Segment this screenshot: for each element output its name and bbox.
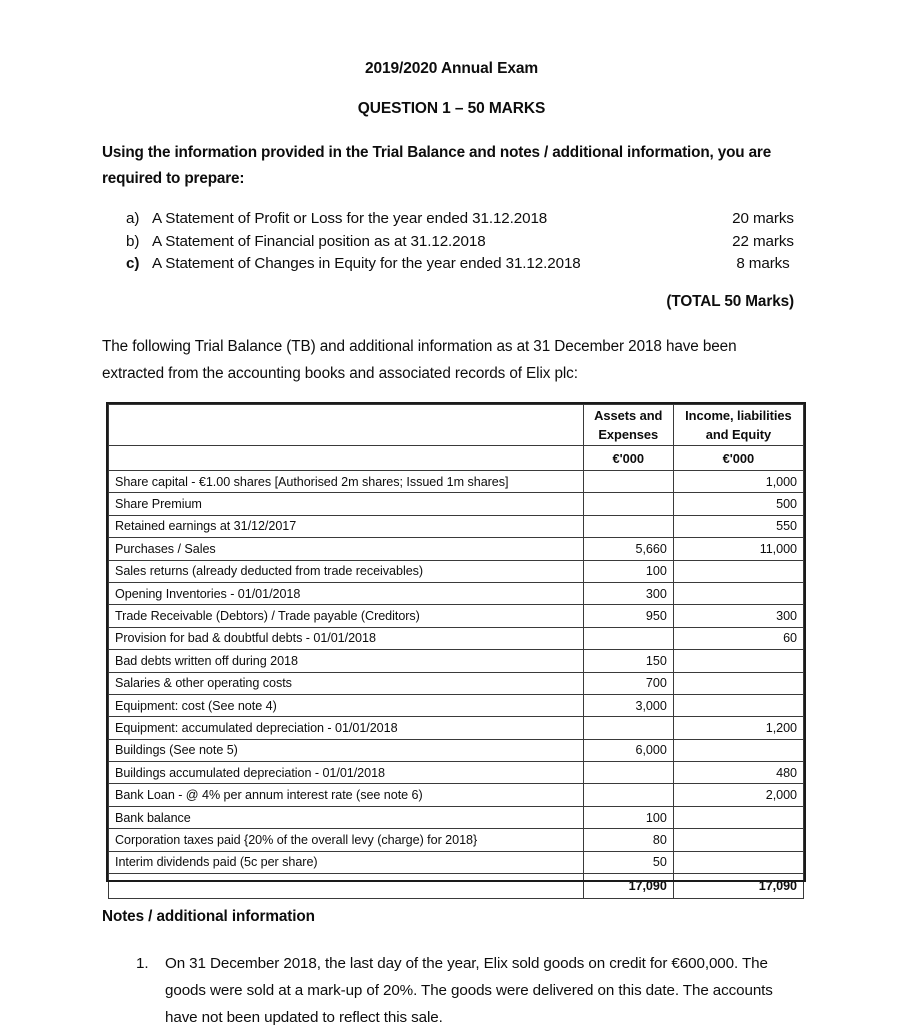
row-assets-expenses-value: 950: [583, 605, 673, 627]
header-line-2: Expenses: [598, 427, 659, 442]
row-assets-expenses-value: [583, 784, 673, 806]
row-assets-expenses-value: 50: [583, 851, 673, 873]
table-row: [109, 762, 804, 784]
row-label: Buildings accumulated depreciation - 01/01/2018: [109, 762, 584, 784]
header-assets-and-expenses: [583, 405, 673, 446]
header-line-1: Income, liabilities: [685, 408, 792, 423]
table-row: [109, 560, 804, 582]
total-marks-label: (TOTAL 50 Marks): [666, 293, 794, 310]
table-unit-row: [109, 446, 804, 471]
row-assets-expenses-value: [583, 717, 673, 739]
row-assets-expenses-value: 150: [583, 650, 673, 672]
requirement-item-b: [126, 231, 806, 254]
table-row: [109, 515, 804, 537]
row-assets-expenses-value: 700: [583, 672, 673, 694]
row-label: Interim dividends paid (5c per share): [109, 851, 584, 873]
note-item-1: [136, 950, 796, 1031]
row-assets-expenses-value: [583, 515, 673, 537]
row-label: Bank Loan - @ 4% per annum interest rate (see note 6): [109, 784, 584, 806]
question-title: QUESTION 1 – 50 MARKS: [357, 100, 546, 117]
table-row: [109, 582, 804, 604]
row-label: Buildings (See note 5): [109, 739, 584, 761]
requirement-marker: a): [126, 210, 140, 227]
requirement-marks: 20 marks: [732, 210, 794, 227]
table-row: [109, 717, 804, 739]
total-label: [109, 874, 584, 899]
row-assets-expenses-value: 6,000: [583, 739, 673, 761]
header-blank: [109, 405, 584, 446]
row-label: Salaries & other operating costs: [109, 672, 584, 694]
row-income-liabilities-value: [673, 806, 803, 828]
row-label: Equipment: cost (See note 4): [109, 694, 584, 716]
table-row: [109, 694, 804, 716]
table-row: [109, 672, 804, 694]
requirement-marks: 22 marks: [732, 232, 794, 250]
row-income-liabilities-value: 480: [673, 762, 803, 784]
row-income-liabilities-value: [673, 739, 803, 761]
table-row: [109, 627, 804, 649]
row-income-liabilities-value: [673, 694, 803, 716]
row-income-liabilities-value: 60: [673, 627, 803, 649]
requirement-marker: b): [126, 232, 140, 250]
trial-balance-table: [108, 404, 804, 899]
row-income-liabilities-value: 500: [673, 493, 803, 515]
requirement-text: A Statement of Financial position as at 31.12.2018: [152, 232, 486, 250]
row-assets-expenses-value: [583, 493, 673, 515]
row-income-liabilities-value: [673, 560, 803, 582]
unit-income-liabilities: €'000: [673, 446, 803, 471]
row-income-liabilities-value: 11,000: [673, 538, 803, 560]
trial-balance-footer: [109, 874, 804, 899]
header-line-1: Assets and: [594, 408, 663, 423]
row-label: Retained earnings at 31/12/2017: [109, 515, 584, 537]
row-income-liabilities-value: [673, 672, 803, 694]
row-assets-expenses-value: 5,660: [583, 538, 673, 560]
header-income-liabilities-equity: [673, 405, 803, 446]
note-marker: 1.: [136, 955, 149, 972]
table-row: [109, 650, 804, 672]
row-assets-expenses-value: [583, 627, 673, 649]
row-assets-expenses-value: 80: [583, 829, 673, 851]
row-income-liabilities-value: 1,000: [673, 471, 803, 493]
requirement-marks: 8 marks: [736, 255, 790, 272]
table-row: [109, 605, 804, 627]
total-income-liabilities: 17,090: [673, 874, 803, 899]
row-income-liabilities-value: [673, 851, 803, 873]
table-total-row: [109, 874, 804, 899]
table-row: [109, 493, 804, 515]
requirement-text: A Statement of Profit or Loss for the year ended 31.12.2018: [152, 210, 548, 227]
row-label: Share Premium: [109, 493, 584, 515]
requirement-item-c: [126, 253, 806, 276]
row-income-liabilities-value: 1,200: [673, 717, 803, 739]
requirement-text: A Statement of Changes in Equity for the year ended 31.12.2018: [152, 255, 581, 272]
row-label: Bank balance: [109, 806, 584, 828]
exam-title: 2019/2020 Annual Exam: [364, 60, 539, 77]
intro-paragraph: Using the information provided in the Trial Balance and notes / additional information, you are required to prepare:: [102, 144, 772, 187]
row-label: Corporation taxes paid {20% of the overall levy (charge) for 2018}: [109, 829, 584, 851]
notes-list: [136, 950, 796, 1031]
row-assets-expenses-value: 300: [583, 582, 673, 604]
total-assets-expenses: 17,090: [583, 874, 673, 899]
row-label: Trade Receivable (Debtors) / Trade payable (Creditors): [109, 605, 584, 627]
header-line-2: and Equity: [705, 427, 772, 442]
row-label: Provision for bad & doubtful debts - 01/01/2018: [109, 627, 584, 649]
row-label: Bad debts written off during 2018: [109, 650, 584, 672]
requirement-item-a: [126, 208, 806, 231]
unit-assets-expenses: €'000: [583, 446, 673, 471]
table-row: [109, 806, 804, 828]
table-row: [109, 829, 804, 851]
table-row: [109, 538, 804, 560]
requirement-marker: c): [126, 255, 140, 272]
row-assets-expenses-value: [583, 471, 673, 493]
row-assets-expenses-value: 100: [583, 560, 673, 582]
row-income-liabilities-value: [673, 650, 803, 672]
trial-balance-intro-paragraph: The following Trial Balance (TB) and additional information as at 31 December 2018 have been extracted from the accounting books and associated records of Elix plc:: [102, 338, 737, 382]
row-income-liabilities-value: 550: [673, 515, 803, 537]
table-row: [109, 784, 804, 806]
row-label: Purchases / Sales: [109, 538, 584, 560]
row-income-liabilities-value: [673, 582, 803, 604]
row-label: Equipment: accumulated depreciation - 01/01/2018: [109, 717, 584, 739]
table-row: [109, 739, 804, 761]
unit-blank: [109, 446, 584, 471]
notes-heading: Notes / additional information: [102, 908, 315, 925]
row-label: Sales returns (already deducted from trade receivables): [109, 560, 584, 582]
row-assets-expenses-value: 100: [583, 806, 673, 828]
row-assets-expenses-value: 3,000: [583, 694, 673, 716]
row-label: Share capital - €1.00 shares [Authorised 2m shares; Issued 1m shares]: [109, 471, 584, 493]
row-assets-expenses-value: [583, 762, 673, 784]
note-text: On 31 December 2018, the last day of the year, Elix sold goods on credit for €600,000. The goods were sold at a mark-up of 20%. The goods were delivered on this date. The accounts have not been updated to reflect this sale.: [165, 955, 773, 1026]
row-income-liabilities-value: 2,000: [673, 784, 803, 806]
row-income-liabilities-value: 300: [673, 605, 803, 627]
table-header-row: [109, 405, 804, 446]
table-row: [109, 471, 804, 493]
row-income-liabilities-value: [673, 829, 803, 851]
trial-balance-body: [109, 471, 804, 874]
requirements-list: [126, 208, 806, 276]
table-row: [109, 851, 804, 873]
row-label: Opening Inventories - 01/01/2018: [109, 582, 584, 604]
trial-balance-header: [109, 405, 804, 471]
